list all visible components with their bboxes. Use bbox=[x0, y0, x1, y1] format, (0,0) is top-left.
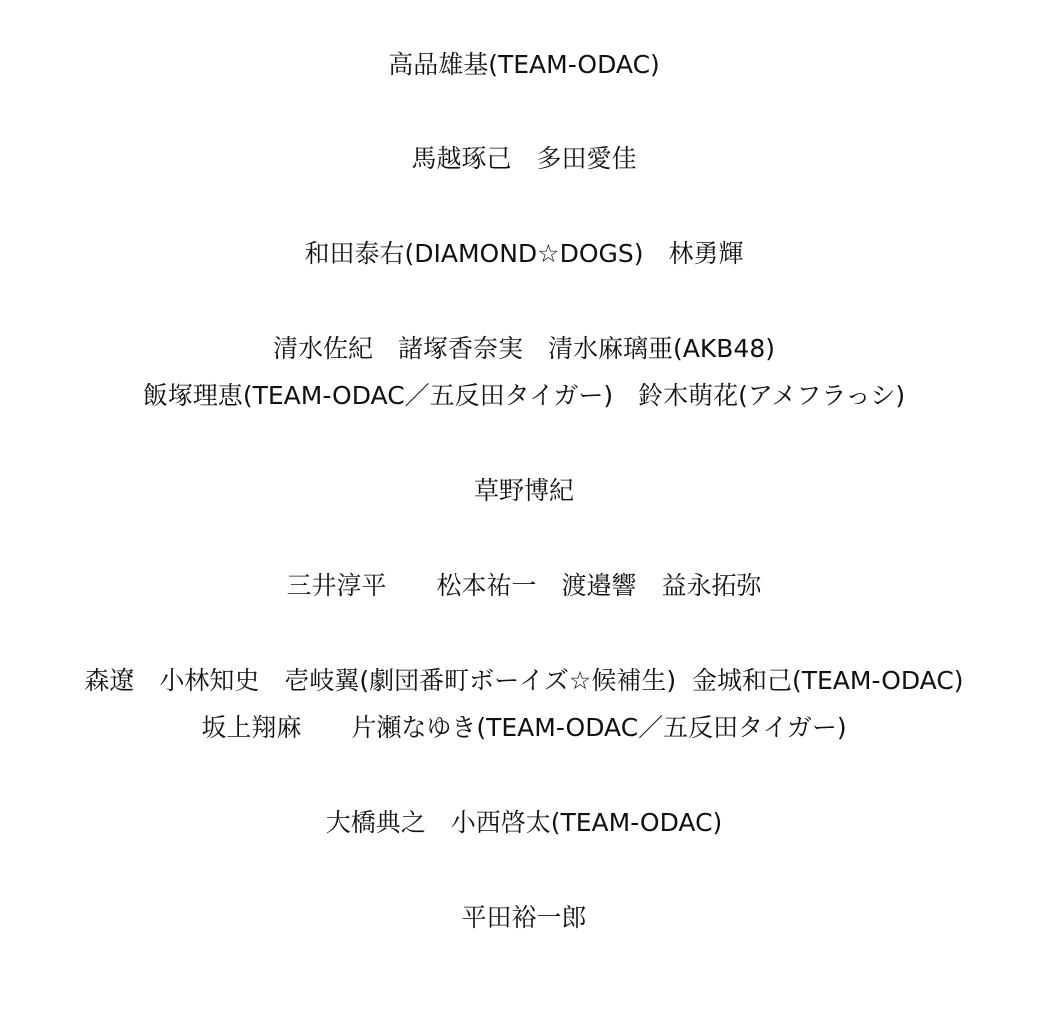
cast-line: 馬越琢己 多田愛佳 bbox=[411, 144, 637, 173]
cast-line: 平田裕一郎 bbox=[461, 903, 587, 932]
cast-line: 三井淳平 松本祐一 渡邉響 益永拓弥 bbox=[286, 571, 762, 600]
cast-line: 高品雄基(TEAM-ODAC) bbox=[388, 50, 660, 79]
cast-line: 草野博紀 bbox=[473, 476, 574, 505]
cast-line: 清水佐紀 諸塚香奈実 清水麻璃亜(AKB48) bbox=[273, 334, 775, 363]
cast-line: 飯塚理恵(TEAM-ODAC／五反田タイガー) 鈴木萌花(アメフラっシ) bbox=[142, 381, 906, 410]
cast-line: 大橋典之 小西啓太(TEAM-ODAC) bbox=[325, 808, 723, 837]
cast-line: 森遼 小林知史 壱岐翼(劇団番町ボーイズ☆候補生) 金城和己(TEAM-ODAC) bbox=[84, 666, 964, 695]
cast-line: 坂上翔麻 片瀬なゆき(TEAM-ODAC／五反田タイガー) bbox=[201, 713, 847, 742]
cast-line: 和田泰右(DIAMOND☆DOGS) 林勇輝 bbox=[304, 239, 744, 268]
